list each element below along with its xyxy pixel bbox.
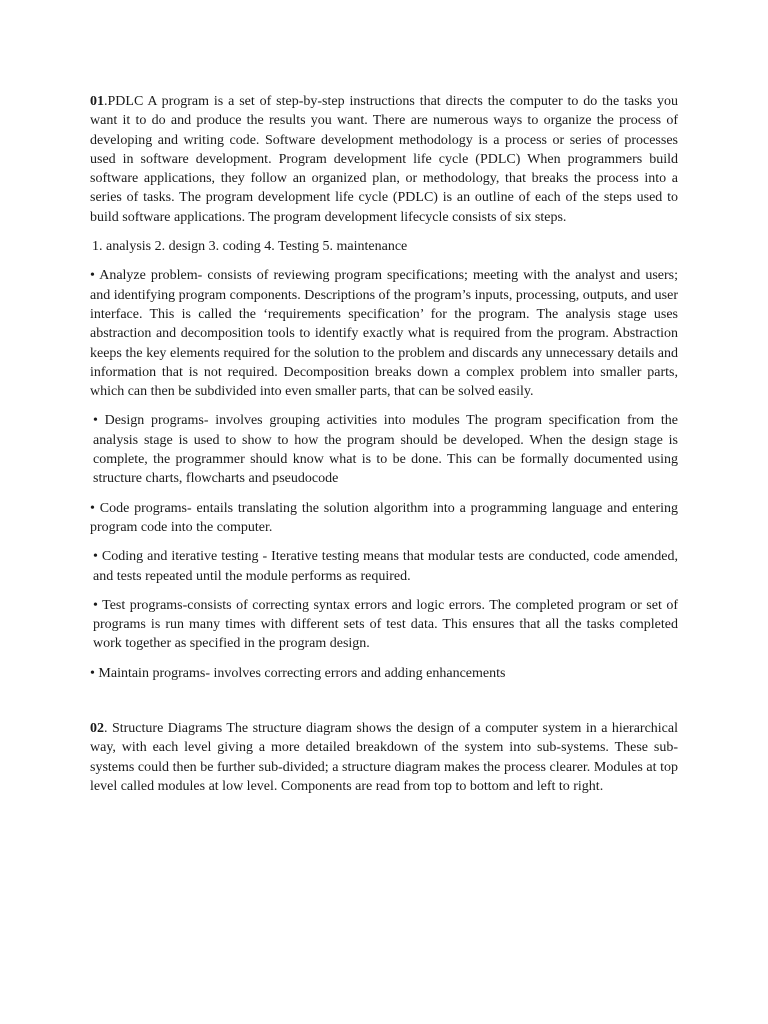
bullet-code-programs: • Code programs- entails translating the solution algorithm into a programming language and entering program code into the computer.	[90, 500, 678, 535]
section-2-body: . Structure Diagrams The structure diagram shows the design of a computer system in a hierarchical way, with each level giving a more detailed breakdown of the system into sub-systems. These sub-systems could then be further sub-divided; a structure diagram makes the process clearer. Modules at top level called modules at low level. Components are read from top to bottom and left to right.	[90, 721, 678, 794]
bullet-analyze-problem: • Analyze problem- consists of reviewing program specifications; meeting with the analyst and users; and identifying program components. Descriptions of the program’s inputs, processing, outputs, and user interface. This is called the ‘requirements specification’ for the program. The analysis stage uses abstraction and decomposition tools to identify exactly what is required from the program. Abstraction keeps the key elements required for the solution to the problem and discards any unnecessary details and information that is not required. Decomposition breaks down a complex problem into smaller parts, which can then be subdivided into even smaller parts, that can be solved easily.	[90, 268, 678, 400]
section-2-number: 02	[90, 721, 104, 737]
bullet-test-programs: • Test programs-consists of correcting syntax errors and logic errors. The completed program or set of programs is run many times with different sets of test data. This ensures that all the tasks completed work together as specified in the program design.	[93, 597, 678, 652]
section-1-intro-text: .PDLC A program is a set of step-by-step instructions that directs the computer to do the tasks you want it to do and produce the results you want. There are numerous ways to organize the process of developing and writing code. Software development methodology is a process or series of processes used in software development. Program development life cycle (PDLC) When programmers build software applications, they follow an organized plan, or methodology, that breaks the process into a series of tasks. The program development life cycle (PDLC) is an outline of each of the steps used to build software applications. The program development lifecycle consists of six steps.	[90, 94, 678, 225]
section-1-intro	[90, 92, 678, 227]
bullet-design-programs: • Design programs- involves grouping activities into modules The program specification from the analysis stage is used to show to how the program should be developed. When the design stage is complete, the programmer should know what is to be done. This can be formally documented using structure charts, flowcharts and pseudocode	[93, 413, 678, 487]
section-1-number: 01	[90, 94, 104, 109]
pdlc-steps-list: 1. analysis 2. design 3. coding 4. Testing 5. maintenance	[92, 239, 408, 255]
document-page	[90, 92, 678, 806]
section-spacer	[90, 693, 678, 719]
bullet-coding-iterative-testing: • Coding and iterative testing - Iterative testing means that modular tests are conducted, code amended, and tests repeated until the module performs as required.	[93, 549, 678, 584]
bullet-maintain-programs: • Maintain programs- involves correcting errors and adding enhancements	[90, 665, 506, 681]
section-2-text	[90, 719, 678, 796]
